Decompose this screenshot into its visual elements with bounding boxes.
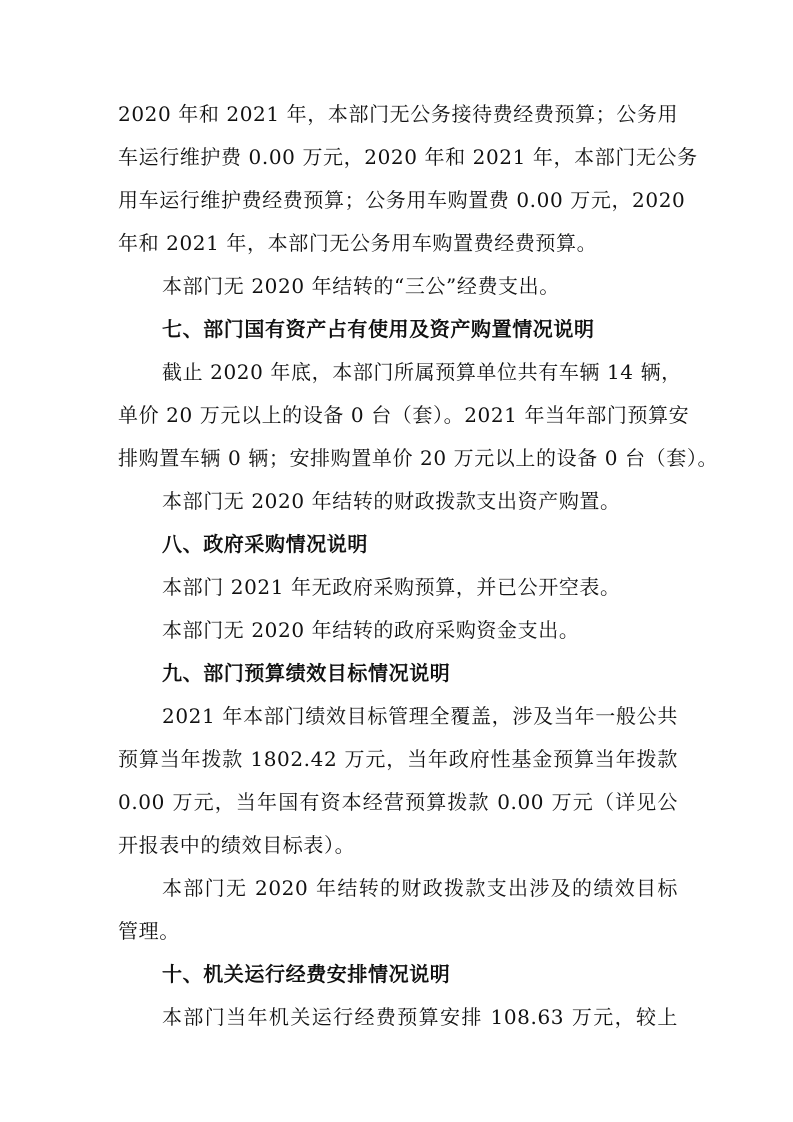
paragraph-line: 2021 年本部门绩效目标管理全覆盖，涉及当年一般公共 bbox=[162, 704, 678, 728]
paragraph-line: 车运行维护费 0.00 万元，2020 年和 2021 年，本部门无公务 bbox=[118, 145, 698, 169]
paragraph-line: 本部门当年机关运行经费预算安排 108.63 万元，较上 bbox=[162, 1005, 678, 1029]
paragraph-line: 本部门 2021 年无政府采购预算，并已公开空表。 bbox=[162, 575, 621, 599]
paragraph-line: 本部门无 2020 年结转的财政拨款支出涉及的绩效目标 bbox=[162, 876, 678, 900]
paragraph-line: 本部门无 2020 年结转的政府采购资金支出。 bbox=[162, 618, 580, 642]
section-heading-7: 七、部门国有资产占有使用及资产购置情况说明 bbox=[162, 317, 595, 341]
paragraph-line: 用车运行维护费经费预算；公务用车购置费 0.00 万元，2020 bbox=[118, 188, 686, 212]
paragraph-line: 管理。 bbox=[118, 919, 180, 943]
paragraph-line: 单价 20 万元以上的设备 0 台（套）。2021 年当年部门预算安 bbox=[118, 403, 690, 427]
section-heading-8: 八、政府采购情况说明 bbox=[162, 532, 368, 556]
paragraph-line: 预算当年拨款 1802.42 万元，当年政府性基金预算当年拨款 bbox=[118, 747, 678, 771]
paragraph-line: 本部门无 2020 年结转的“三公”经费支出。 bbox=[162, 274, 560, 298]
paragraph-line: 0.00 万元，当年国有资本经营预算拨款 0.00 万元（详见公 bbox=[118, 790, 678, 814]
paragraph-line: 开报表中的绩效目标表）。 bbox=[118, 833, 356, 857]
paragraph-line: 本部门无 2020 年结转的财政拨款支出资产购置。 bbox=[162, 489, 621, 513]
paragraph-line: 排购置车辆 0 辆；安排购置单价 20 万元以上的设备 0 台（套）。 bbox=[118, 446, 719, 470]
section-heading-10: 十、机关运行经费安排情况说明 bbox=[162, 962, 451, 986]
paragraph-line: 截止 2020 年底，本部门所属预算单位共有车辆 14 辆， bbox=[162, 360, 682, 384]
paragraph-line: 2020 年和 2021 年，本部门无公务接待费经费预算；公务用 bbox=[118, 102, 679, 126]
section-heading-9: 九、部门预算绩效目标情况说明 bbox=[162, 661, 451, 685]
paragraph-line: 年和 2021 年，本部门无公务用车购置费经费预算。 bbox=[118, 231, 598, 255]
